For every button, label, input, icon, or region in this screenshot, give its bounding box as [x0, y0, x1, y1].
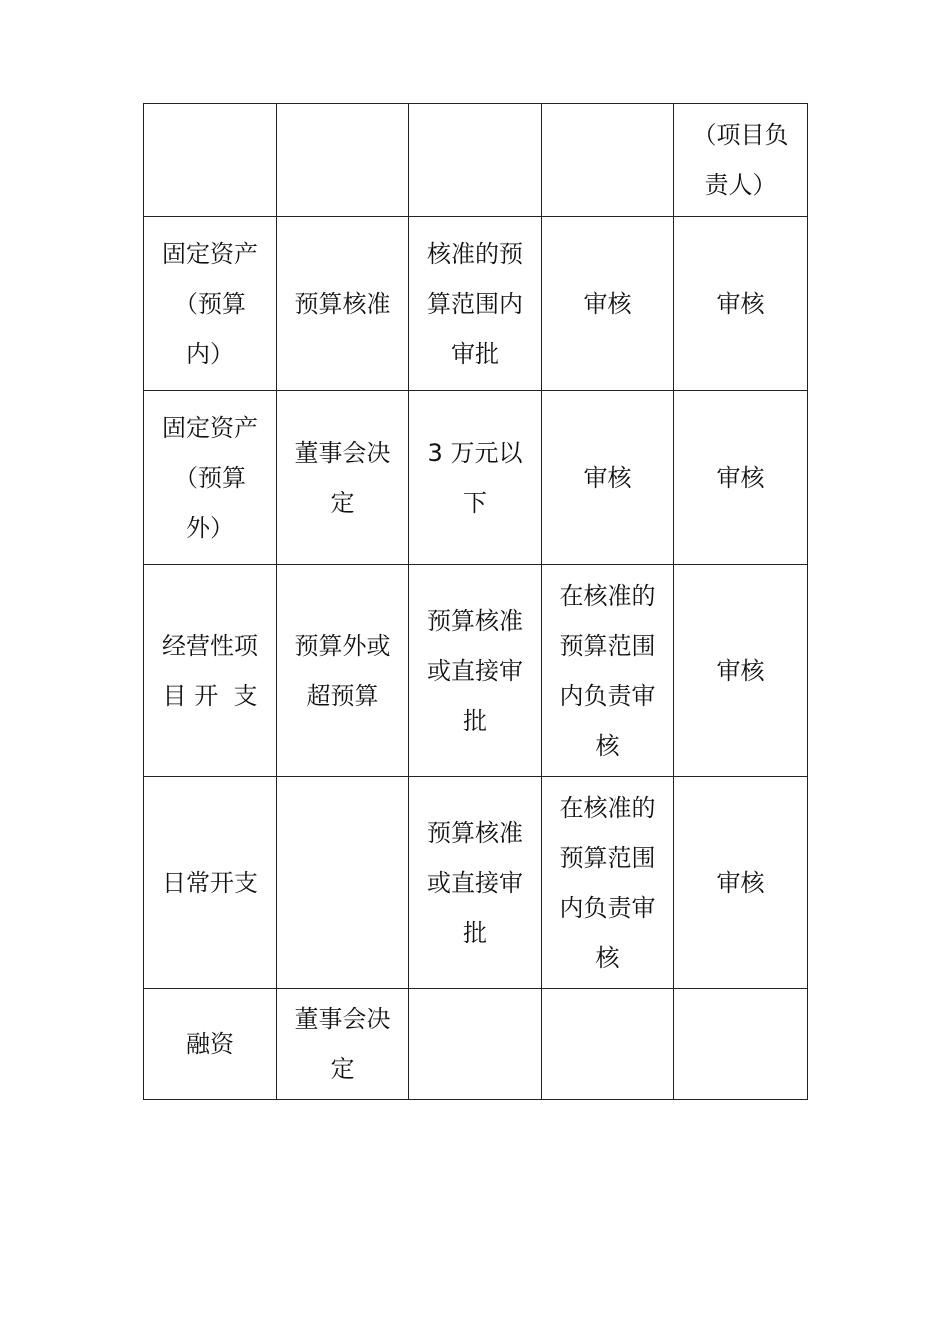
- table-cell: [409, 989, 542, 1100]
- cell-text-line: 或直接审: [427, 868, 523, 897]
- cell-text-line: 固定资产: [162, 413, 258, 442]
- cell-text-line: 核: [595, 731, 620, 760]
- cell-text-line: 审批: [451, 339, 499, 368]
- cell-text-line: （预算: [174, 289, 246, 318]
- table-cell: [144, 104, 277, 217]
- table-cell: [674, 217, 808, 391]
- cell-text-line: 超预算: [306, 681, 379, 710]
- cell-text-line: 定: [330, 488, 355, 517]
- table-cell: [542, 989, 674, 1100]
- cell-text-line: 预算外或: [294, 631, 391, 660]
- cell-text-line: 或直接审: [427, 656, 523, 685]
- cell-text-line: 预算范围: [559, 843, 656, 872]
- table-row: [144, 565, 808, 777]
- cell-text-line: 预算核准: [294, 289, 391, 318]
- table-cell: [674, 777, 808, 989]
- table-cell: [542, 104, 674, 217]
- cell-text-line: 内负责审: [559, 893, 656, 922]
- cell-text-line: （预算: [174, 463, 246, 492]
- table-cell: [674, 565, 808, 777]
- cell-text-line: 在核准的: [559, 581, 656, 610]
- table-cell: [542, 391, 674, 565]
- table-cell: [277, 391, 409, 565]
- approval-authority-table: [143, 103, 808, 1100]
- table-cell: [542, 565, 674, 777]
- table-row: [144, 989, 808, 1100]
- table-cell: [674, 104, 808, 217]
- row-label-cell: [144, 565, 277, 777]
- cell-text-line: 审核: [716, 289, 765, 318]
- cell-text-line: 融资: [186, 1030, 234, 1058]
- cell-text-line: 日常开支: [162, 868, 258, 897]
- cell-text-line: 固定资产: [162, 239, 258, 268]
- table-cell: [542, 777, 674, 989]
- cell-text-line: 董事会决: [294, 1005, 391, 1033]
- table-cell: [277, 104, 409, 217]
- cell-text-line: 开 支: [194, 681, 258, 710]
- cell-text-line: 目: [162, 681, 187, 710]
- row-label-cell: [144, 989, 277, 1100]
- table-cell: [409, 104, 542, 217]
- cell-text-line: 经营性项: [162, 631, 258, 660]
- row-label-cell: [144, 777, 277, 989]
- row-label-cell: [144, 217, 277, 391]
- cell-text-line: 审核: [716, 656, 765, 685]
- table-cell: [277, 989, 409, 1100]
- cell-text-line: 责人）: [704, 171, 777, 199]
- table-row: [144, 217, 808, 391]
- table-cell: [277, 777, 409, 989]
- table-cell: [409, 777, 542, 989]
- table-row: [144, 391, 808, 565]
- cell-text-line: 审核: [583, 289, 632, 318]
- cell-text-line: 批: [463, 706, 487, 735]
- table-cell: [409, 391, 542, 565]
- table-cell: [674, 989, 808, 1100]
- table-row: [144, 104, 808, 217]
- table-row: [144, 777, 808, 989]
- cell-text-line: 定: [330, 1055, 355, 1083]
- cell-text-line: 预算核准: [427, 606, 523, 635]
- cell-text-line: 审核: [716, 868, 765, 897]
- table-cell: [277, 565, 409, 777]
- cell-text-line: 核准的预: [427, 239, 523, 268]
- cell-text-line: 审核: [716, 463, 765, 492]
- cell-text-line: 在核准的: [559, 793, 656, 822]
- cell-text-line: 董事会决: [294, 438, 391, 467]
- cell-text-line: 算范围内: [427, 289, 523, 318]
- cell-text-line: 批: [463, 918, 487, 947]
- cell-text-line: 3 万元以: [427, 438, 523, 467]
- cell-text-line: 外）: [186, 513, 234, 542]
- row-label-cell: [144, 391, 277, 565]
- cell-text-line: 下: [463, 488, 487, 517]
- table-cell: [409, 565, 542, 777]
- cell-text-line: 审核: [583, 463, 632, 492]
- cell-text-line: 内）: [186, 339, 234, 368]
- cell-text-line: 核: [595, 943, 620, 972]
- cell-text-line: （项目负: [692, 121, 789, 149]
- table-cell: [277, 217, 409, 391]
- table-cell: [542, 217, 674, 391]
- table-cell: [674, 391, 808, 565]
- cell-text-line: 内负责审: [559, 681, 656, 710]
- table-cell: [409, 217, 542, 391]
- cell-text-line: 预算核准: [427, 818, 523, 847]
- cell-text-line: 预算范围: [559, 631, 656, 660]
